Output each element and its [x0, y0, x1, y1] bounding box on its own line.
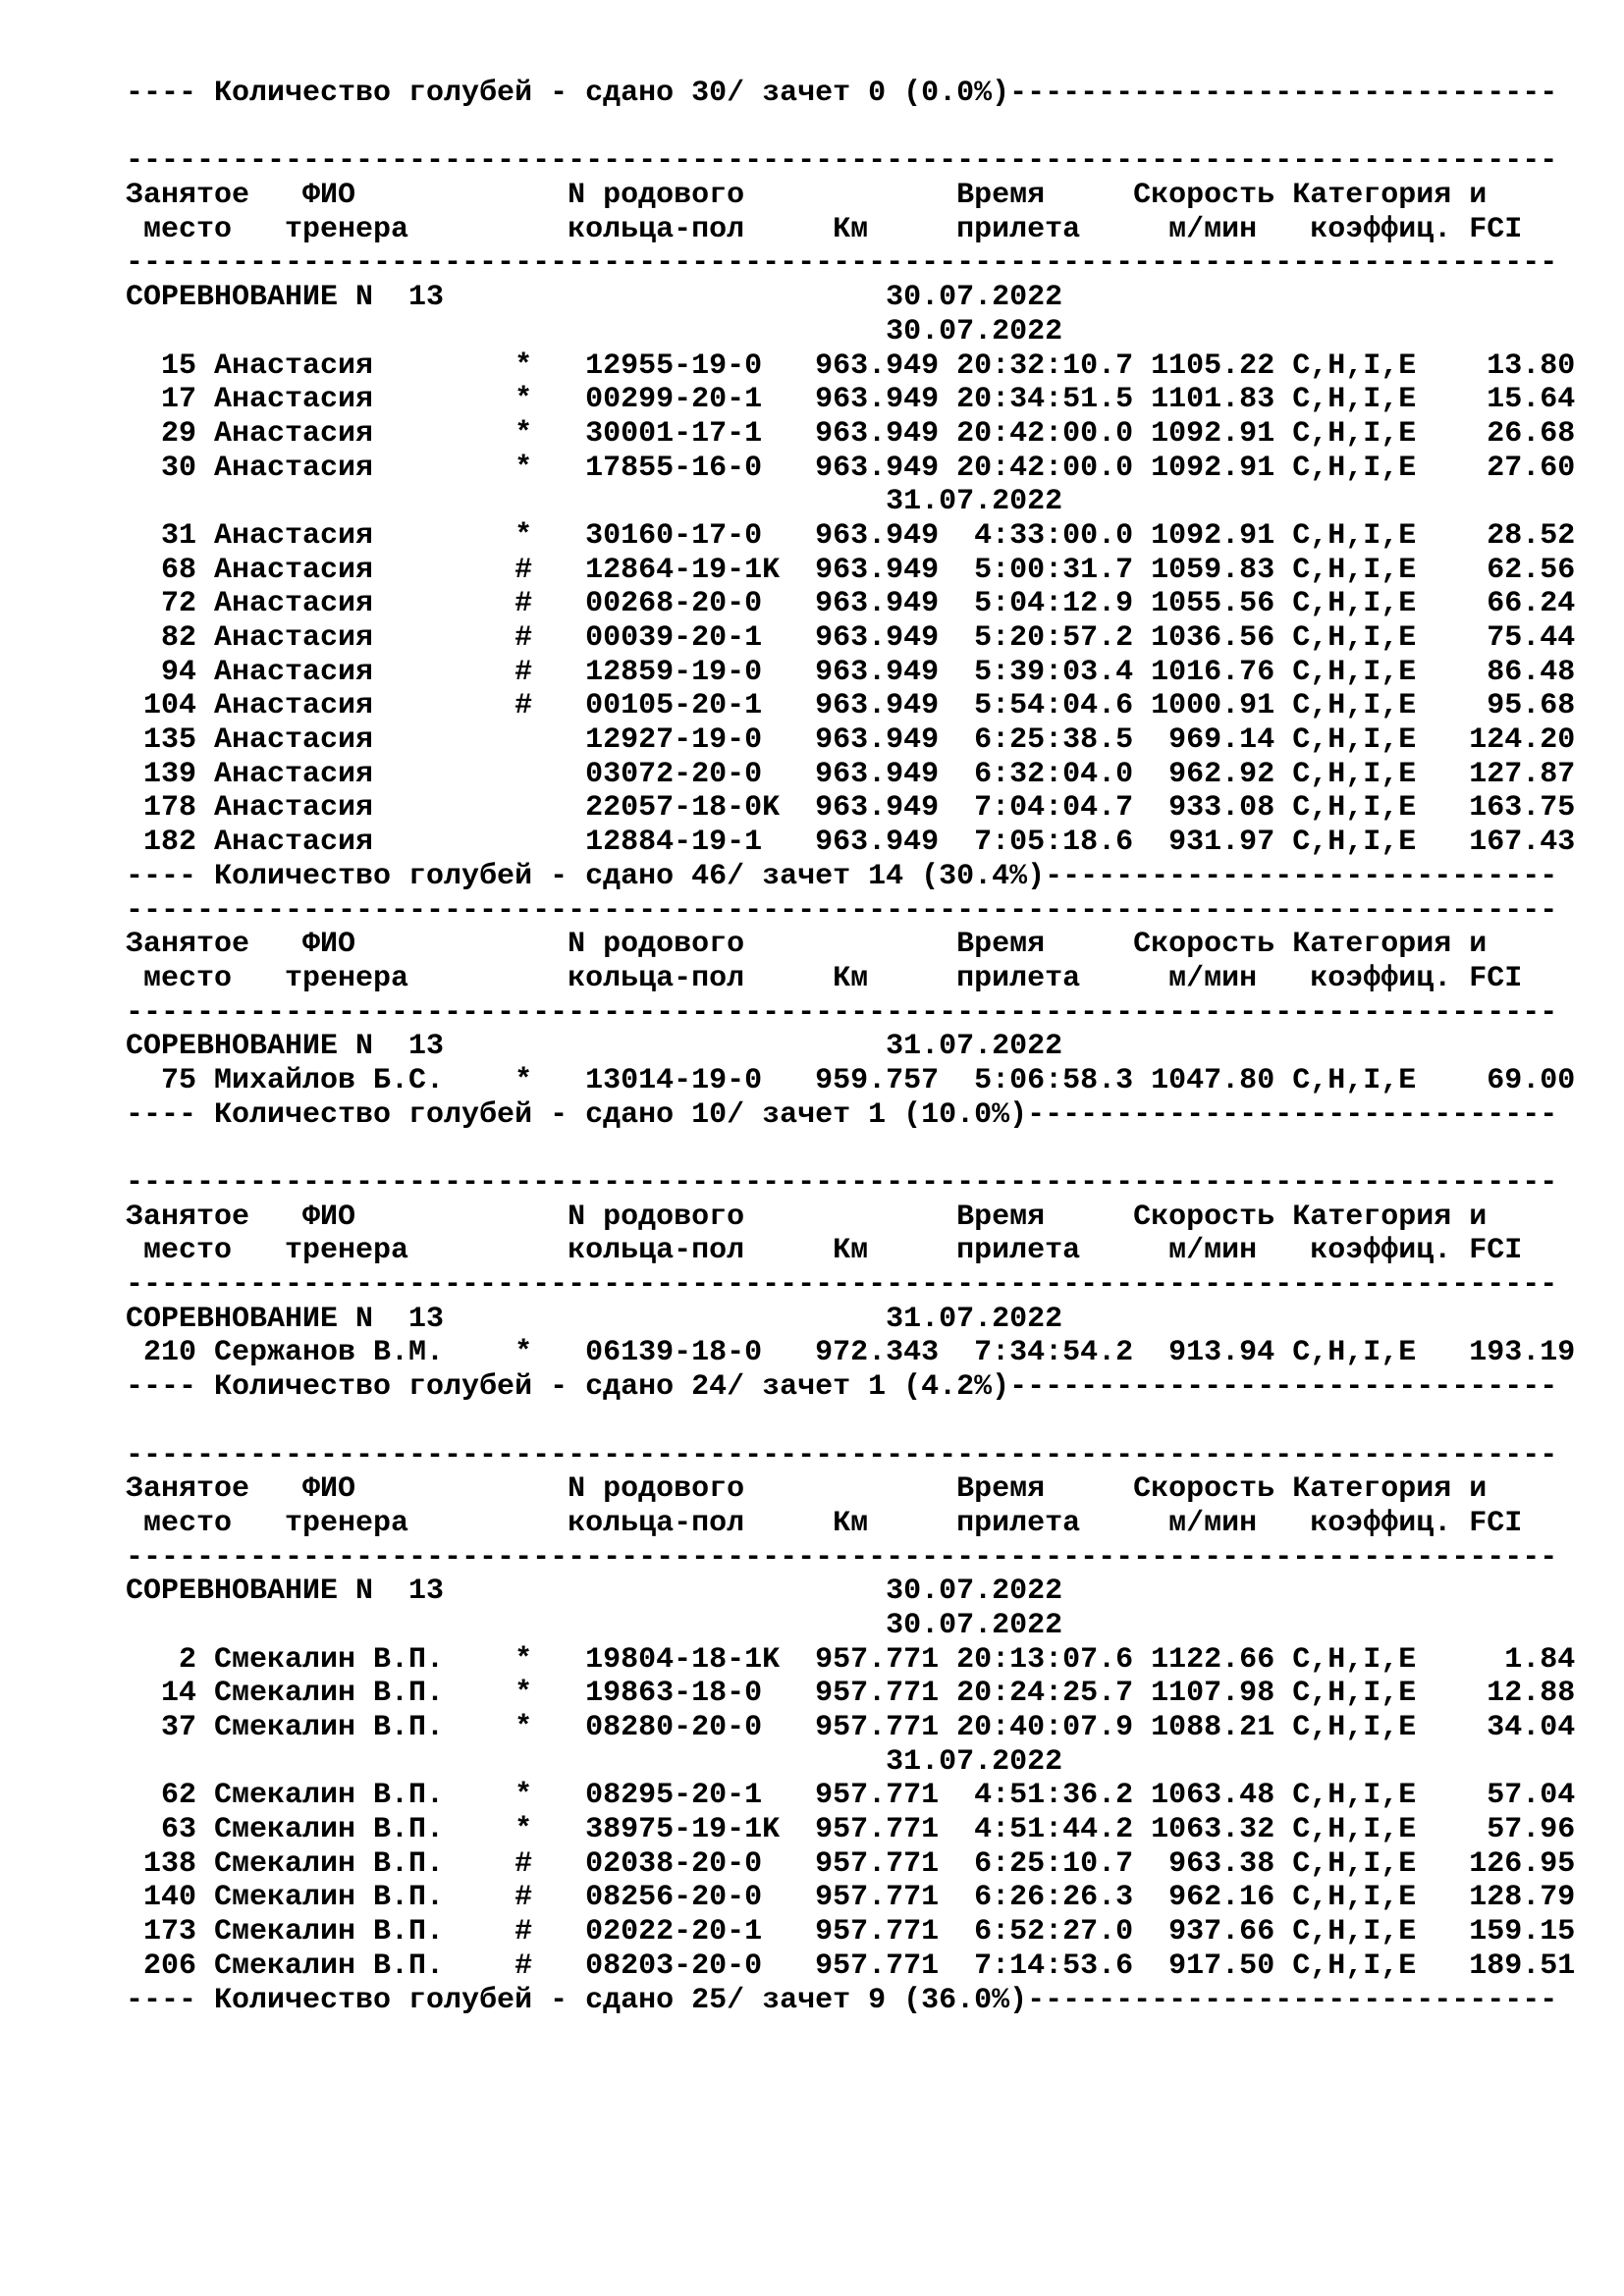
competition-line: СОРЕВНОВАНИЕ N 13 31.07.2022: [126, 1302, 1063, 1336]
separator-line: ---------------------------------------------------------------------------------: [126, 1268, 1558, 1303]
result-row: 17 Анастасия * 00299-20-1 963.949 20:34:51.5 1101.83 C,H,I,E 15.64: [126, 383, 1576, 417]
table-header-line: место тренера кольца-пол Км прилета м/мин коэффиц. FCI: [126, 212, 1523, 246]
separator-line: ---------------------------------------------------------------------------------: [126, 1540, 1558, 1575]
table-header-line: место тренера кольца-пол Км прилета м/мин коэффиц. FCI: [126, 961, 1523, 995]
date-line: 31.07.2022: [126, 485, 1063, 519]
result-row: 63 Смекалин В.П. * 38975-19-1K 957.771 4:51:44.2 1063.32 C,H,I,E 57.96: [126, 1813, 1576, 1847]
competition-line: СОРЕВНОВАНИЕ N 13 30.07.2022: [126, 1575, 1063, 1609]
result-row: 31 Анастасия * 30160-17-0 963.949 4:33:00.0 1092.91 C,H,I,E 28.52: [126, 518, 1576, 553]
result-row: 135 Анастасия 12927-19-0 963.949 6:25:38.5 969.14 C,H,I,E 124.20: [126, 723, 1576, 758]
blank-line: [126, 1132, 1575, 1166]
competition-line: СОРЕВНОВАНИЕ N 13 31.07.2022: [126, 1030, 1063, 1064]
table-header-line: Занятое ФИО N родового Время Скорость Категория и: [126, 1472, 1488, 1507]
date-line: 30.07.2022: [126, 314, 1063, 348]
results-listing: [126, 77, 1575, 2017]
result-row: 139 Анастасия 03072-20-0 963.949 6:32:04.0 962.92 C,H,I,E 127.87: [126, 757, 1576, 791]
result-row: 94 Анастасия # 12859-19-0 963.949 5:39:03.4 1016.76 C,H,I,E 86.48: [126, 655, 1576, 689]
table-header-line: Занятое ФИО N родового Время Скорость Категория и: [126, 1200, 1488, 1234]
blank-line: [126, 111, 1575, 145]
result-row: 68 Анастасия # 12864-19-1K 963.949 5:00:31.7 1059.83 C,H,I,E 62.56: [126, 553, 1576, 587]
date-line: 30.07.2022: [126, 1608, 1063, 1642]
table-header-line: место тренера кольца-пол Км прилета м/мин коэффиц. FCI: [126, 1234, 1523, 1268]
result-row: 37 Смекалин В.П. * 08280-20-0 957.771 20:40:07.9 1088.21 C,H,I,E 34.04: [126, 1711, 1576, 1744]
summary-line: ---- Количество голубей - сдано 30/ зачет 0 (0.0%)-------------------------------: [126, 77, 1558, 110]
summary-line: ---- Количество голубей - сдано 25/ зачет 9 (36.0%)------------------------------: [126, 1983, 1558, 2017]
result-row: 62 Смекалин В.П. * 08295-20-1 957.771 4:51:36.2 1063.48 C,H,I,E 57.04: [126, 1779, 1576, 1813]
competition-line: СОРЕВНОВАНИЕ N 13 30.07.2022: [126, 281, 1063, 315]
separator-line: ---------------------------------------------------------------------------------: [126, 1438, 1558, 1472]
result-row: 29 Анастасия * 30001-17-1 963.949 20:42:00.0 1092.91 C,H,I,E 26.68: [126, 416, 1576, 451]
separator-line: ---------------------------------------------------------------------------------: [126, 1166, 1558, 1200]
table-header-line: Занятое ФИО N родового Время Скорость Категория и: [126, 928, 1488, 962]
separator-line: ---------------------------------------------------------------------------------: [126, 893, 1558, 928]
result-row: 178 Анастасия 22057-18-0K 963.949 7:04:04.7 933.08 C,H,I,E 163.75: [126, 791, 1576, 826]
result-row: 14 Смекалин В.П. * 19863-18-0 957.771 20:24:25.7 1107.98 C,H,I,E 12.88: [126, 1677, 1576, 1711]
table-header-line: место тренера кольца-пол Км прилета м/мин коэффиц. FCI: [126, 1506, 1523, 1540]
result-row: 104 Анастасия # 00105-20-1 963.949 5:54:04.6 1000.91 C,H,I,E 95.68: [126, 689, 1576, 723]
summary-line: ---- Количество голубей - сдано 46/ зачет 14 (30.4%)-----------------------------: [126, 859, 1558, 893]
result-row: 30 Анастасия * 17855-16-0 963.949 20:42:00.0 1092.91 C,H,I,E 27.60: [126, 451, 1576, 485]
separator-line: ---------------------------------------------------------------------------------: [126, 144, 1558, 179]
result-row: 173 Смекалин В.П. # 02022-20-1 957.771 6:52:27.0 937.66 C,H,I,E 159.15: [126, 1915, 1576, 1949]
result-row: 206 Смекалин В.П. # 08203-20-0 957.771 7:14:53.6 917.50 C,H,I,E 189.51: [126, 1949, 1576, 1983]
result-row: 75 Михайлов Б.С. * 13014-19-0 959.757 5:06:58.3 1047.80 C,H,I,E 69.00: [126, 1063, 1576, 1097]
result-row: 2 Смекалин В.П. * 19804-18-1K 957.771 20:13:07.6 1122.66 C,H,I,E 1.84: [126, 1642, 1576, 1677]
summary-line: ---- Количество голубей - сдано 10/ зачет 1 (10.0%)------------------------------: [126, 1097, 1558, 1132]
blank-line: [126, 1405, 1575, 1439]
result-row: 210 Сержанов В.М. * 06139-18-0 972.343 7:34:54.2 913.94 C,H,I,E 193.19: [126, 1336, 1576, 1370]
result-row: 140 Смекалин В.П. # 08256-20-0 957.771 6:26:26.3 962.16 C,H,I,E 128.79: [126, 1881, 1576, 1915]
table-header-line: Занятое ФИО N родового Время Скорость Категория и: [126, 179, 1488, 213]
result-row: 82 Анастасия # 00039-20-1 963.949 5:20:57.2 1036.56 C,H,I,E 75.44: [126, 621, 1576, 655]
result-row: 182 Анастасия 12884-19-1 963.949 7:05:18.6 931.97 C,H,I,E 167.43: [126, 826, 1576, 860]
date-line: 31.07.2022: [126, 1744, 1063, 1779]
separator-line: ---------------------------------------------------------------------------------: [126, 995, 1558, 1030]
result-row: 15 Анастасия * 12955-19-0 963.949 20:32:10.7 1105.22 C,H,I,E 13.80: [126, 348, 1576, 383]
summary-line: ---- Количество голубей - сдано 24/ зачет 1 (4.2%)-------------------------------: [126, 1370, 1558, 1405]
separator-line: ---------------------------------------------------------------------------------: [126, 246, 1558, 281]
result-row: 72 Анастасия # 00268-20-0 963.949 5:04:12.9 1055.56 C,H,I,E 66.24: [126, 587, 1576, 621]
result-row: 138 Смекалин В.П. # 02038-20-0 957.771 6:25:10.7 963.38 C,H,I,E 126.95: [126, 1846, 1576, 1881]
